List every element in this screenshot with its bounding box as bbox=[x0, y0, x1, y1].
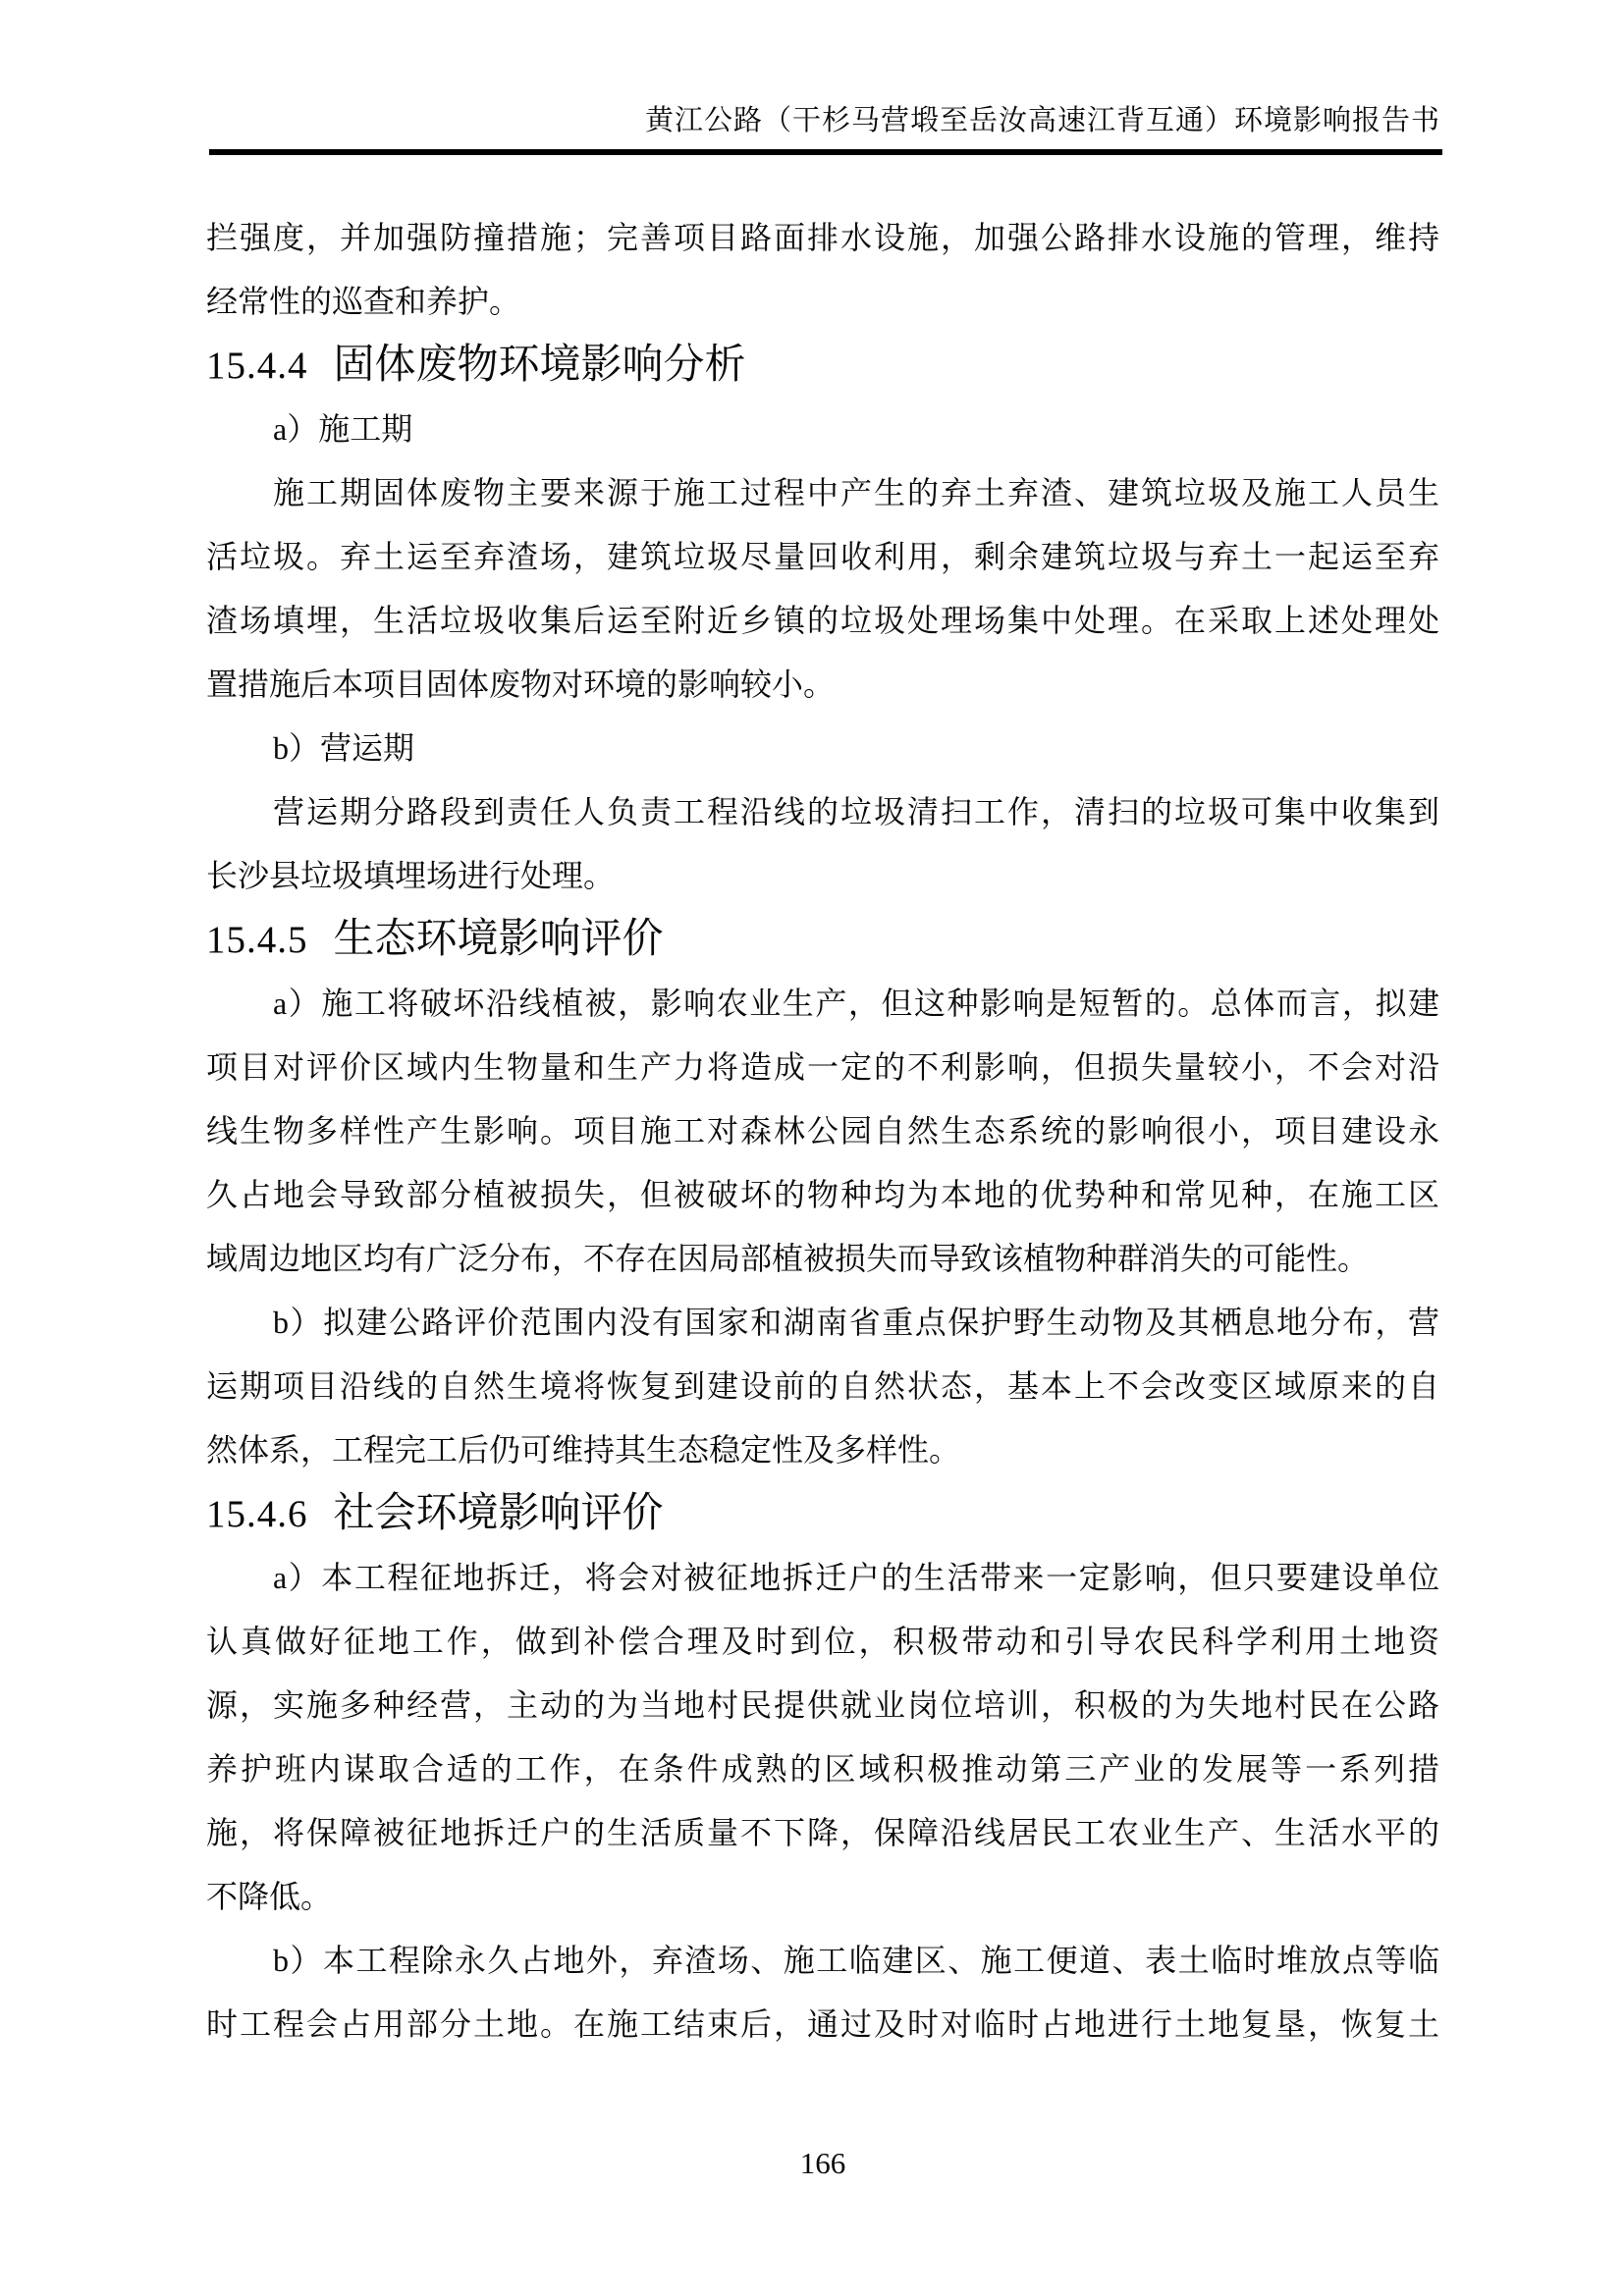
text-line: 拦强度，并加强防撞措施；完善项目路面排水设施，加强公路排水设施的管理，维持 bbox=[206, 220, 1439, 255]
text-line: 营运期分路段到责任人负责工程沿线的垃圾清扫工作，清扫的垃圾可集中收集到 bbox=[273, 794, 1439, 829]
text-line: 渣场填埋，生活垃圾收集后运至附近乡镇的垃圾处理场集中处理。在采取上述处理处 bbox=[206, 603, 1439, 638]
text-line: 活垃圾。弃土运至弃渣场，建筑垃圾尽量回收利用，剩余建筑垃圾与弃土一起运至弃 bbox=[206, 539, 1439, 574]
section-heading-15-4-6 bbox=[206, 1482, 1439, 1546]
text-line: 施工期固体废物主要来源于施工过程中产生的弃土弃渣、建筑垃圾及施工人员生 bbox=[273, 475, 1439, 510]
header-rule bbox=[209, 149, 1442, 155]
paragraph bbox=[206, 1546, 1439, 1929]
text-line: a）施工期 bbox=[273, 411, 413, 447]
paragraph bbox=[206, 398, 1439, 461]
section-number: 15.4.4 bbox=[206, 345, 308, 387]
text-line: 项目对评价区域内生物量和生产力将造成一定的不利影响，但损失量较小，不会对沿 bbox=[206, 1049, 1439, 1085]
text-line: 经常性的巡查和养护。 bbox=[206, 284, 521, 319]
page-number: 166 bbox=[799, 2146, 846, 2180]
text-line: 然体系，工程完工后仍可维持其生态稳定性及多样性。 bbox=[206, 1432, 961, 1468]
section-number: 15.4.6 bbox=[206, 1493, 308, 1535]
section-number: 15.4.5 bbox=[206, 919, 308, 961]
section-title: 生态环境影响评价 bbox=[333, 917, 664, 962]
section-title: 社会环境影响评价 bbox=[333, 1491, 664, 1536]
text-line: 长沙县垃圾填埋场进行处理。 bbox=[206, 858, 616, 893]
section-title: 固体废物环境影响分析 bbox=[333, 343, 746, 388]
text-line: a）本工程征地拆迁，将会对被征地拆迁户的生活带来一定影响，但只要建设单位 bbox=[273, 1560, 1439, 1595]
text-line: a）施工将破坏沿线植被，影响农业生产，但这种影响是短暂的。总体而言，拟建 bbox=[273, 986, 1439, 1021]
text-line: 不降低。 bbox=[206, 1879, 333, 1914]
section-heading-15-4-4 bbox=[206, 334, 1439, 398]
running-header bbox=[206, 100, 1440, 141]
text-line: 源，实施多种经营，主动的为当地村民提供就业岗位培训，积极的为失地村民在公路 bbox=[206, 1687, 1439, 1723]
text-line: 置措施后本项目固体废物对环境的影响较小。 bbox=[206, 667, 836, 702]
text-line: b）本工程除永久占地外，弃渣场、施工临建区、施工便道、表土临时堆放点等临 bbox=[273, 1943, 1439, 1978]
text-line: 时工程会占用部分土地。在施工结束后，通过及时对临时占地进行土地复垦，恢复土 bbox=[206, 2006, 1439, 2042]
running-header-title: 黄江公路（干杉马营塅至岳汝高速江背互通）环境影响报告书 bbox=[644, 105, 1440, 136]
paragraph bbox=[206, 1929, 1439, 2056]
text-line: 认真做好征地工作，做到补偿合理及时到位，积极带动和引导农民科学利用土地资 bbox=[206, 1624, 1439, 1659]
paragraph bbox=[206, 972, 1439, 1291]
text-line: 域周边地区均有广泛分布，不存在因局部植被损失而导致该植物种群消失的可能性。 bbox=[206, 1241, 1370, 1276]
paragraph-continuation bbox=[206, 206, 1439, 334]
text-line: 施，将保障被征地拆迁户的生活质量不下降，保障沿线居民工农业生产、生活水平的 bbox=[206, 1815, 1439, 1850]
document-body bbox=[206, 206, 1439, 2056]
page-footer bbox=[206, 2144, 1439, 2183]
text-line: 久占地会导致部分植被损失，但被破坏的物种均为本地的优势种和常见种，在施工区 bbox=[206, 1177, 1439, 1212]
paragraph bbox=[206, 780, 1439, 908]
text-line: b）营运期 bbox=[273, 730, 415, 766]
text-line: 养护班内谋取合适的工作，在条件成熟的区域积极推动第三产业的发展等一系列措 bbox=[206, 1751, 1439, 1787]
paragraph bbox=[206, 1291, 1439, 1482]
paragraph bbox=[206, 717, 1439, 780]
text-line: 线生物多样性产生影响。项目施工对森林公园自然生态系统的影响很小，项目建设永 bbox=[206, 1113, 1439, 1148]
paragraph bbox=[206, 461, 1439, 717]
text-line: 运期项目沿线的自然生境将恢复到建设前的自然状态，基本上不会改变区域原来的自 bbox=[206, 1368, 1439, 1404]
section-heading-15-4-5 bbox=[206, 908, 1439, 972]
text-line: b）拟建公路评价范围内没有国家和湖南省重点保护野生动物及其栖息地分布，营 bbox=[273, 1305, 1439, 1340]
